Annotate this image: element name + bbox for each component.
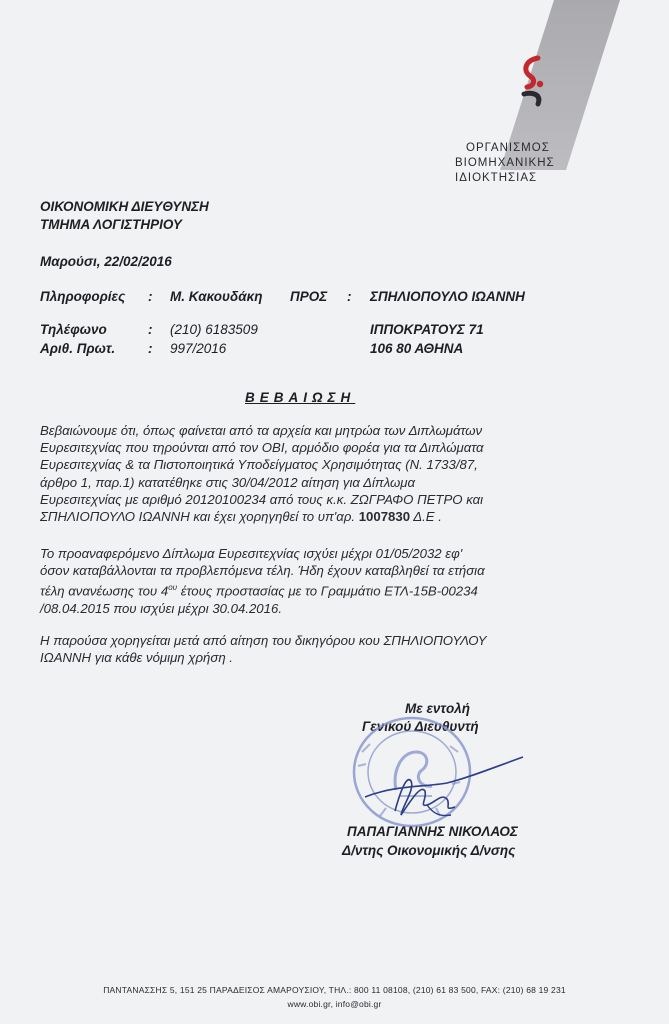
phone-value: (210) 6183509 bbox=[170, 322, 258, 337]
ordinal-suffix: ου bbox=[168, 583, 178, 593]
obi-logo-icon bbox=[512, 54, 552, 108]
text-fragment: ΣΠΗΛΙΟΠΟΥΛΟ ΙΩΑΝΝΗ και έχει χορηγηθεί το υπ'αρ. bbox=[40, 509, 359, 525]
paragraph-line: ΙΩΑΝΝΗ για κάθε νόμιμη χρήση . bbox=[40, 650, 233, 666]
to-colon: : bbox=[347, 289, 352, 304]
to-label: ΠΡΟΣ bbox=[290, 289, 328, 304]
text-fragment: Δ.Ε . bbox=[410, 509, 442, 525]
phone-label: Τηλέφωνο bbox=[40, 322, 107, 337]
paragraph-line: Το προαναφερόμενο Δίπλωμα Ευρεσιτεχνίας ισχύει μέχρι 01/05/2032 εφ' bbox=[40, 546, 463, 561]
paragraph-3 bbox=[40, 632, 608, 666]
recipient-address-line1: ΙΠΠΟΚΡΑΤΟΥΣ 71 bbox=[370, 322, 484, 337]
recipient-name: ΣΠΗΛΙΟΠΟΥΛΟ ΙΩΑΝΝΗ bbox=[370, 289, 525, 304]
info-colon: : bbox=[148, 289, 153, 304]
org-name-line3: ΙΔΙΟΚΤΗΣΙΑΣ bbox=[455, 172, 538, 184]
org-name-line2: ΒΙΟΜΗΧΑΝΙΚΗΣ bbox=[455, 157, 555, 169]
protocol-colon: : bbox=[148, 341, 153, 356]
signatory-role: Δ/ντης Οικονομικής Δ/νσης bbox=[342, 843, 516, 858]
protocol-value: 997/2016 bbox=[170, 341, 227, 356]
signature-scribble-icon bbox=[355, 745, 530, 825]
organization-name bbox=[440, 141, 620, 186]
paragraph-2 bbox=[40, 545, 608, 617]
certificate-title: ΒΕΒΑΙΩΣΗ bbox=[245, 390, 356, 405]
paragraph-line: Ευρεσιτεχνίας με αριθμό 20120100234 από τους κ.κ. ΖΩΓΡΑΦΟ ΠΕΤΡΟ και bbox=[40, 491, 484, 507]
by-order-text: Με εντολή bbox=[405, 701, 470, 716]
text-fragment: έτους προστασίας με το Γραμμάτιο ΕΤΛ-15Β-00234 bbox=[177, 583, 478, 599]
footer-web: www.obi.gr, info@obi.gr bbox=[287, 999, 382, 1009]
info-value: Μ. Κακουδάκη bbox=[170, 289, 263, 304]
paragraph-1 bbox=[40, 422, 608, 525]
paragraph-line bbox=[40, 579, 608, 600]
phone-colon: : bbox=[148, 322, 153, 337]
place-date: Μαρούσι, 22/02/2016 bbox=[40, 254, 172, 269]
paragraph-line: Βεβαιώνουμε ότι, όπως φαίνεται από τα αρχεία και μητρώα των Διπλωμάτων bbox=[40, 423, 483, 438]
signatory-name: ΠΑΠΑΓΙΑΝΝΗΣ ΝΙΚΟΛΑΟΣ bbox=[347, 824, 518, 839]
paragraph-line: Η παρούσα χορηγείται μετά από αίτηση του δικηγόρου κου ΣΠΗΛΙΟΠΟΥΛΟΥ bbox=[40, 633, 487, 648]
paragraph-line: άρθρο 1, παρ.1) κατατέθηκε στις 30/04/2012 αίτηση για Δίπλωμα bbox=[40, 474, 416, 490]
recipient-address-line2: 106 80 ΑΘΗΝΑ bbox=[370, 341, 464, 356]
department-heading: ΟΙΚΟΝΟΜΙΚΗ ΔΙΕΥΘΥΝΣΗ bbox=[40, 199, 209, 214]
director-text: Γενικού Διευθυντή bbox=[362, 719, 479, 734]
patent-number: 1007830 bbox=[358, 509, 411, 525]
paragraph-line: Ευρεσιτεχνίας & τα Πιστοποιητικά Υποδείγματος Χρησιμότητας (Ν. 1733/87, bbox=[40, 457, 478, 473]
paragraph-line: /08.04.2015 που ισχύει μέχρι 30.04.2016. bbox=[40, 601, 282, 616]
org-name-line1: ΟΡΓΑΝΙΣΜΟΣ bbox=[466, 142, 550, 154]
info-label: Πληροφορίες bbox=[40, 289, 126, 304]
section-heading: ΤΜΗΜΑ ΛΟΓΙΣΤΗΡΙΟΥ bbox=[40, 217, 182, 232]
paragraph-line-last bbox=[40, 508, 608, 525]
text-fragment: τέλη ανανέωσης του 4 bbox=[40, 583, 169, 599]
protocol-label: Αριθ. Πρωτ. bbox=[40, 341, 116, 356]
paragraph-line: όσον καταβάλλονται τα προβλεπόμενα τέλη. Ήδη έχουν καταβληθεί τα ετήσια bbox=[40, 563, 485, 579]
footer-address: ΠΑΝΤΑΝΑΣΣΗΣ 5, 151 25 ΠΑΡΑΔΕΙΣΟΣ ΑΜΑΡΟΥΣΙΟΥ, ΤΗΛ.: 800 11 08108, (210) 61 83 500, FAX: (210) 68 19 231 bbox=[103, 985, 566, 995]
paragraph-line: Ευρεσιτεχνίας που τηρούνται από τον ΟΒΙ, αρμόδιο φορέα για τα Διπλώματα bbox=[40, 440, 484, 456]
